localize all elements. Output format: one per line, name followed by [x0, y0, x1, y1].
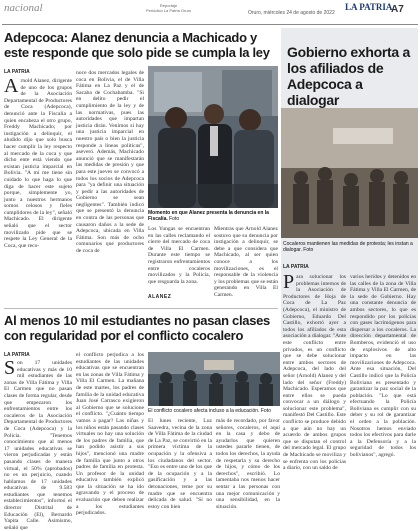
story1-column-4: Mientras que Arnold Alanez sostuvo que su denuncia por instigación a delinquir, se debe a que considera que Machicado, al ser quien conoce a los movilizaciones, es el responsable de la violencia y los problemas que se están generando en Villa El Carmen.	[214, 226, 278, 298]
story3-column-4: más de recordado, por favor señores, cocaleros, el aquí en la casa y debo de ayudarlos que quieren ustedes pararle tienen, de todos los derechos, la ayuda de respetarla y su derecho de hijos, y cómo de los derechos", escribió. Lo lamentaba nos menos hacer sentar a las personas con una mejor comunicación y una sensibilidad, en la situación.	[216, 418, 280, 510]
story1-dropcap: A	[4, 75, 19, 97]
header-center-line2: Periódico La Patria Oruro	[146, 8, 192, 13]
story3-divider	[4, 308, 278, 309]
story1-caption-credit: Foto	[169, 216, 180, 222]
story2-byline: LA PATRIA	[283, 264, 309, 270]
story2-headline: Gobierno exhorta a los afiliados de Adepcoca a dialogar	[287, 44, 410, 108]
story1-col1-text: rnold Alanez, dirigente de uno de los grupos de la Asociación Departamental de Productores de Coca (Adepcoca), denunció ante la Fiscalía a quien encabeza el otro grupo, Freddy Machicado; por instigación a delinquir, el aludido dijo que solo busca hacer cumplir la ley respecto al mercado de la coca y que dicho ente está viendo que existan justicia imparcial en Bolivia. "A mí me tiene sin cuidado lo que haga lo que diga de hacer este sujeto porque, simplemente yo, junto a nuestros hermanos somos celosos y fieles cumplidores de la ley", señaló Machicado. El dirigente señaló que el sector movilizado pide que se respete la Ley General de la Coca, que reco-	[4, 78, 72, 249]
story1-photo-image	[148, 66, 278, 208]
issue-date: Oruro, miércoles 24 de agosto de 2022	[248, 10, 335, 16]
story2-column-2: varios heridos y detenidos en las calles de la zona de Villa Fátima y Villa El Carmen, de la sede de Gobierno. Hay una constante denuncia de ambos sectores, lo que es respondido por los policías con gases lacrimógenos para dispersar a los cocaleros. La dirección departamental de Bomberos, evidenció el uso de explosivos de alto impacto en las movilizaciones de Adepcoca. Ante esa situación, Del Castillo indicó que la Policía Boliviana es presentado y garantizar la paz social de la población. "Lo que está efectuando la Policía Boliviana es cumplir con su deber y su rol de garantizar el orden a la población. Nosotros hemos enviado todos los efectivos para darle a la Defensoría y a la seguridad de todos los bolivianos", agregó.	[350, 274, 416, 459]
header-center-line1: Reportaje	[159, 3, 178, 8]
story2-column-1	[283, 271, 346, 526]
story1-caption-text: Momento en que Alanez presenta la denuncia en la Fiscalía.	[148, 210, 269, 222]
page-number: A7	[391, 4, 404, 15]
story3-photo	[148, 352, 280, 406]
story2-photo	[281, 108, 418, 238]
story2-photo-caption	[283, 241, 415, 253]
story2-caption-text: Cocaleros mantienen las medidas de protesta; les instan a dialogar.	[283, 241, 413, 253]
story2-dropcap: P	[283, 271, 295, 293]
story1-photo-caption	[148, 210, 278, 222]
story2-caption-credit: Foto	[303, 247, 314, 253]
story2-photo-image	[281, 108, 418, 238]
story1-byline: LA PATRIA	[4, 69, 30, 75]
story3-headline: Al menos 10 mil estudiantes no pasan clases con regularidad por el conflicto cocalero	[4, 313, 270, 343]
story1-headline: Adepcoca: Alanez denuncia a Machicado y este responde que solo pide se cumpla la ley	[4, 30, 270, 60]
header-divider	[2, 24, 418, 25]
story3-caption-text: El conflicto cocalero afecta incluso a la educación.	[148, 408, 260, 414]
story3-column-3: El lunes reciente, Luz Saavedra, vecina de la zona de Villa Fátima de la ciudad de La Paz, se convirtió en la primera víctima de la ocupación y la ofensiva a los ciudadanos del sector. "Eso es entre uno de los que de la ocupación y a la gasificación y a las detonaciones, teme por su madre que se encuentra delicada de salud. "Sí no estoy con bien	[148, 418, 212, 510]
story2-col1-text: ara solucionar los problemas internos de la Asociación de Productores de Hoja de Coca de La Paz (Adepcoca), el ministro de Gobierno, Eduardo Del Castillo, exhortó ayer a todos los afiliados de esta asociación a dialogar. "Ante este conflicto entre privados, es un conflicto que se debe solucionar entre ambos sectores de Adepcoca, del lado del señor (Arnold) Alanez y del lado del señor (Freddy) Machicado. Esperamos que entre ellos se pueda convocar a un diálogo y solucionar este problema", manifestó Del Castillo. Este conflicto se produce debido a que aún no hay un acuerdo de ambos grupos que se disputan el control del mercado legal. El grupo de Machicado se moviliza y se enfrenta con los policías a diario, con un saldo de	[283, 274, 346, 472]
story3-column-1	[4, 357, 72, 531]
newspaper-logo: LA PATRIA	[345, 2, 393, 12]
story1-photo	[148, 66, 278, 208]
story3-column-2: el conflicto perjudica a los estudiantes de las unidades educativas que se encuentran en las zonas de Villa Fátima y Villa El Carmen. La mañana de este martes, los padres de familia de la unidad educativa Juan José Carrasco exigieron al Gobierno que se solucione el conflicto. "¿Cuánto tiempo vamos a pagar? Las niñas y los niños están pasando clases virtuales no hay una solución de los padres de familia, que han podido asistir a sus hijos", mencionó una madre de familia que junto a otros padres de familia en protesta. Un profesor de la unidad educativa también explicó que la situación se ha ido agravando y el proceso de evaluación que deben realizar a los estudiantes perjudicados.	[76, 352, 144, 517]
story3-photo-caption	[148, 408, 280, 414]
story1-column-1	[4, 75, 72, 304]
story3-col1-text: on 17 unidades educativas y más de 10 mil estudiantes de las zonas de Villa Fátima y Villa El Carmen que no pasan clases de forma regular, desde que empezaron los enfrentamientos entre los cocaleros de la Asociación Departamental de Productores de Coca (Adepcoca) y la Policía. "Tenemos conocimiento que al menos 17 unidades educativas se vieron perjudicadas y están pasando clases de manera virtual, el 50% (aprobados) no es un perjuicio, cuando hablamos de 17 unidades educativas de 9.583 estudiantes que tenemos establecimientos", informó el director Distrital de Educación (El), Bernardo Yapita Calle. Asimismo, señaló que	[4, 360, 72, 531]
section-label: nacional	[4, 2, 43, 14]
story3-dropcap: S	[4, 357, 16, 379]
story1-column-2: noce dos mercados legales de coca en Bolivia, el de Villa Fátima en La Paz y el de Sacaba de Cochabamba. "Si en delito pedir el cumplimiento de la ley y de las normativas, pues las autoridades que impartan justicia dirán. Venimos si hay una justicia imparcial en nuestro país o bien la justicia responde a líneas políticas", aseveró. Además, Machicado anunció que se manifestarán las medidas de presión y que para este jueves se convocó a todos los socios de Adepcoca para "ya definir una situación y pedir a las autoridades de Gobierno se sean negligentes". También indicó que se presentó la denuncia en contra de las personas que causaron daños a la sede de Adepcoca, ubicada en Villa Fátima. Son más de ocho comunarios que productores de coca de	[76, 70, 144, 255]
story1-column-3: Los Yungas se encuentran en las calles reclamando el cierre del mercado de coca de Villa El Carmen. Durante este tiempo se registraron enfrentamientos entre cocaleros movilizados y la Policía, que resguarda la zona.	[148, 226, 210, 285]
story3-caption-credit: Foto	[260, 408, 271, 414]
story3-byline: LA PATRIA	[4, 352, 30, 358]
header-center	[146, 3, 191, 13]
story1-signoff: ALANEZ	[148, 294, 172, 300]
story3-photo-image	[148, 352, 280, 406]
